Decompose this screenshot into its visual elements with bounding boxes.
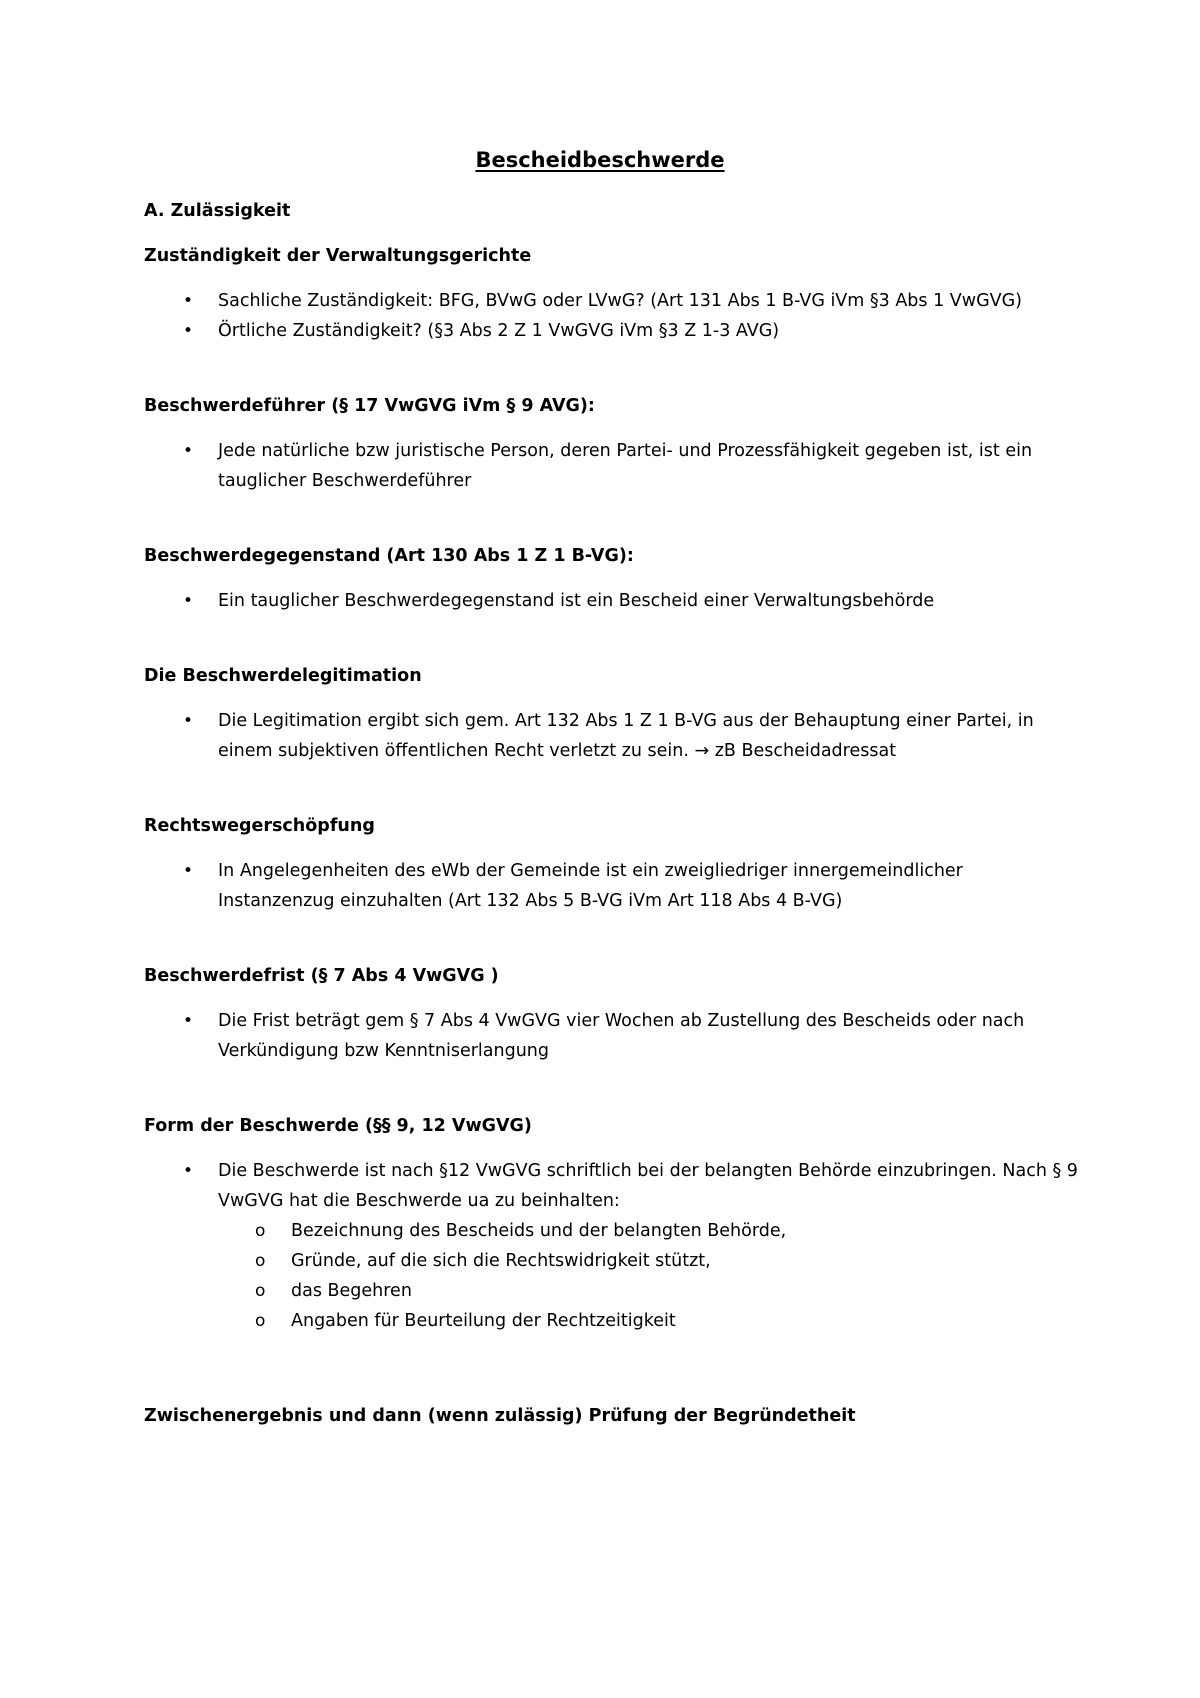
sub-list-item-text: das Begehren [291, 1281, 412, 1301]
sub-list-item [255, 1276, 1071, 1306]
section-heading-legitimation: Die Beschwerdelegitimation [144, 666, 422, 686]
bullet-icon: • [183, 1161, 194, 1181]
section-heading-rechtsweg: Rechtswegerschöpfung [144, 816, 375, 836]
list-item [183, 286, 1078, 316]
section-heading-frist: Beschwerdefrist (§ 7 Abs 4 VwGVG ) [144, 966, 499, 986]
sub-list-item [255, 1246, 1071, 1276]
circle-bullet-icon: o [255, 1281, 266, 1301]
part-a-heading: A. Zulässigkeit [144, 201, 291, 221]
bullet-icon: • [183, 711, 194, 731]
list-item-text: Die Beschwerde ist nach §12 VwGVG schriftlich bei der belangten Behörde einzubringen. Nach § 9 VwGVG hat die Beschwerde ua zu beinhalten: [218, 1161, 1078, 1211]
list-item-text: Jede natürliche bzw juristische Person, deren Partei- und Prozessfähigkeit gegeben ist, ist ein tauglicher Beschwerdeführer [218, 441, 1033, 491]
list-item [183, 436, 1078, 496]
list-item [183, 1006, 1078, 1066]
bullet-icon: • [183, 441, 194, 461]
list-item-text: Örtliche Zuständigkeit? (§3 Abs 2 Z 1 VwGVG iVm §3 Z 1-3 AVG) [218, 321, 780, 341]
document-title: Bescheidbeschwerde [475, 148, 725, 172]
sub-list-item [255, 1216, 1071, 1246]
bullet-icon: • [183, 321, 194, 341]
list-item-text: In Angelegenheiten des eWb der Gemeinde ist ein zweigliedriger innergemeindlicher Instanzenzug einzuhalten (Art 132 Abs 5 B-VG iVm Art 118 Abs 4 B-VG) [218, 861, 963, 911]
section-heading-zustaendigkeit: Zuständigkeit der Verwaltungsgerichte [144, 246, 532, 266]
list-item-text: Sachliche Zuständigkeit: BFG, BVwG oder LVwG? (Art 131 Abs 1 B-VG iVm §3 Abs 1 VwGVG) [218, 291, 1023, 311]
list-item-text: Die Legitimation ergibt sich gem. Art 132 Abs 1 Z 1 B-VG aus der Behauptung einer Partei, in einem subjektiven öffentlichen Recht verletzt zu sein. → zB Bescheidadressat [218, 711, 1034, 761]
circle-bullet-icon: o [255, 1221, 266, 1241]
sub-list-item-text: Bezeichnung des Bescheids und der belangten Behörde, [291, 1221, 787, 1241]
bullet-icon: • [183, 591, 194, 611]
sub-list-item [255, 1306, 1071, 1336]
sub-list-item-text: Angaben für Beurteilung der Rechtzeitigkeit [291, 1311, 676, 1331]
section-heading-beschwerdegegenstand: Beschwerdegegenstand (Art 130 Abs 1 Z 1 B-VG): [144, 546, 634, 566]
list-item [183, 316, 1078, 346]
list-item [183, 1156, 1078, 1216]
list-item [183, 706, 1078, 766]
sub-list-item-text: Gründe, auf die sich die Rechtswidrigkeit stützt, [291, 1251, 711, 1271]
list-item [183, 586, 1078, 616]
list-item-text: Die Frist beträgt gem § 7 Abs 4 VwGVG vier Wochen ab Zustellung des Bescheids oder nach Verkündigung bzw Kenntniserlangung [218, 1011, 1025, 1061]
circle-bullet-icon: o [255, 1311, 266, 1331]
bullet-icon: • [183, 861, 194, 881]
conclusion-heading: Zwischenergebnis und dann (wenn zulässig) Prüfung der Begründetheit [144, 1406, 856, 1426]
bullet-icon: • [183, 291, 194, 311]
bullet-icon: • [183, 1011, 194, 1031]
section-heading-beschwerdefuehrer: Beschwerdeführer (§ 17 VwGVG iVm § 9 AVG): [144, 396, 595, 416]
list-item [183, 856, 1078, 916]
section-heading-form: Form der Beschwerde (§§ 9, 12 VwGVG) [144, 1116, 532, 1136]
circle-bullet-icon: o [255, 1251, 266, 1271]
list-item-text: Ein tauglicher Beschwerdegegenstand ist ein Bescheid einer Verwaltungsbehörde [218, 591, 935, 611]
